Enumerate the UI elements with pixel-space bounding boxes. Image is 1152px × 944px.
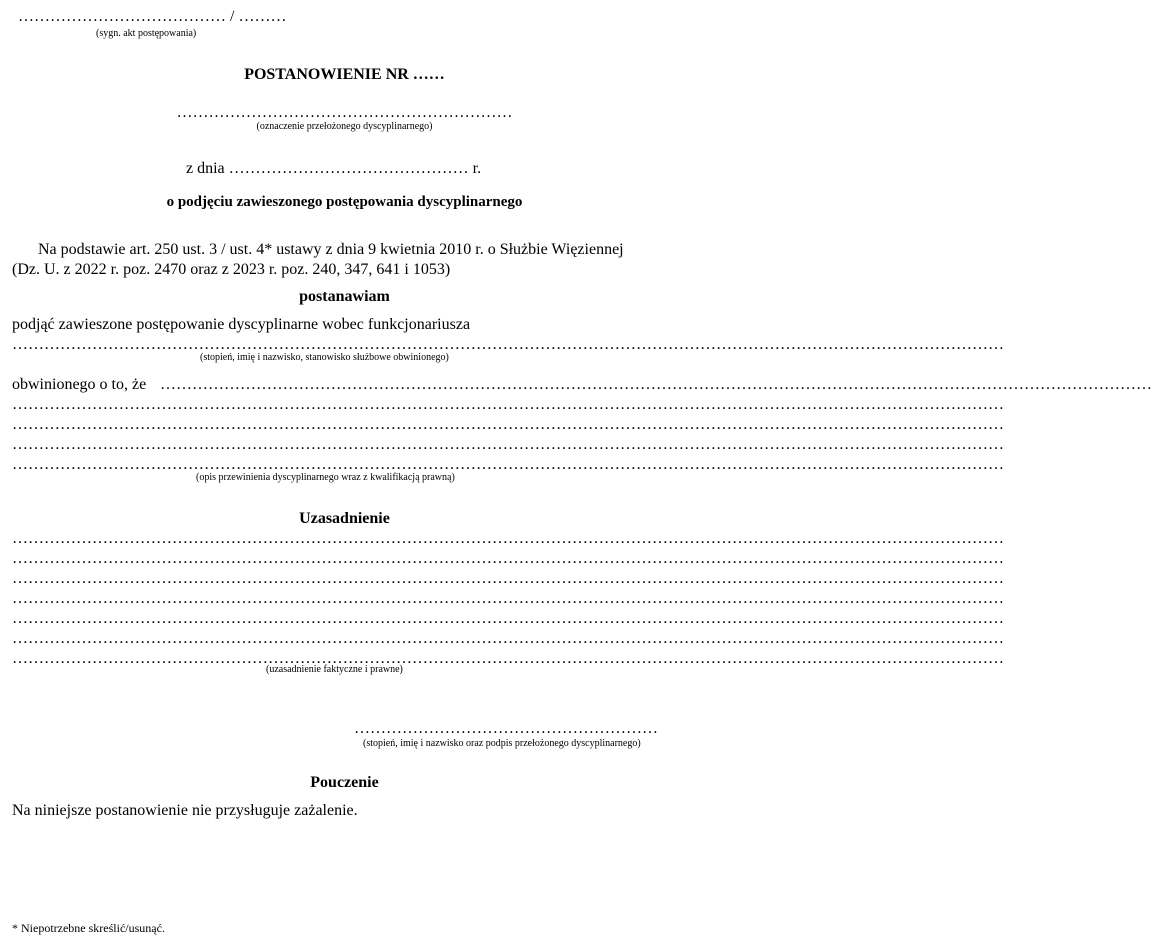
charge-caption: (opis przewinienia dyscyplinarnego wraz z kwalifikacją prawną) xyxy=(196,472,455,483)
date-line: z dnia ……………………………………… r. xyxy=(186,160,482,177)
justification-dotted-line: …………………………………………………………………………………………………………………………………………………………………… xyxy=(12,650,1004,667)
document-title: POSTANOWIENIE NR …… xyxy=(244,66,445,83)
instruction-heading: Pouczenie xyxy=(310,774,379,791)
legal-basis-line-1: Na podstawie art. 250 ust. 3 / ust. 4* ustawy z dnia 9 kwietnia 2010 r. o Służbie Więziennej xyxy=(38,241,624,258)
justification-dotted-line: …………………………………………………………………………………………………………………………………………………………………… xyxy=(12,590,1004,607)
charge-dotted-line: …………………………………………………………………………………………………………………………………………………………………… xyxy=(12,416,1004,433)
superior-caption: (oznaczenie przełożonego dyscyplinarnego) xyxy=(256,121,433,132)
charge-dotted-line: …………………………………………………………………………………………………………………………………………………………………… xyxy=(12,456,1004,473)
officer-caption: (stopień, imię i nazwisko, stanowisko służbowe obwinionego) xyxy=(200,352,449,363)
accused-prefix: obwinionego o to, że xyxy=(12,376,147,393)
charge-dotted-line: …………………………………………………………………………………………………………………………………………………………………… xyxy=(12,436,1004,453)
case-number-line: ………………………………… / ……… xyxy=(18,8,287,25)
justification-dotted-line: …………………………………………………………………………………………………………………………………………………………………… xyxy=(12,630,1004,647)
accused-dotted-line: …………………………………………………………………………………………………………………………………………………………………… xyxy=(160,376,1152,393)
signature-caption: (stopień, imię i nazwisko oraz podpis przełożonego dyscyplinarnego) xyxy=(363,738,641,749)
justification-dotted-line: …………………………………………………………………………………………………………………………………………………………………… xyxy=(12,530,1004,547)
signature-line: ………………………………………………… xyxy=(354,720,658,737)
officer-dotted-line: …………………………………………………………………………………………………………………………………………………………………… xyxy=(12,336,1004,353)
justification-dotted-line: …………………………………………………………………………………………………………………………………………………………………… xyxy=(12,570,1004,587)
charge-dotted-line: …………………………………………………………………………………………………………………………………………………………………… xyxy=(12,396,1004,413)
justification-dotted-line: …………………………………………………………………………………………………………………………………………………………………… xyxy=(12,610,1004,627)
superior-line: ……………………………………………………… xyxy=(176,104,513,121)
footnote: * Niepotrzebne skreślić/usunąć. xyxy=(12,921,165,935)
document-subject: o podjęciu zawieszonego postępowania dyscyplinarnego xyxy=(166,194,523,210)
decision-text: podjąć zawieszone postępowanie dyscyplinarne wobec funkcjonariusza xyxy=(12,316,471,333)
decision-heading: postanawiam xyxy=(299,288,390,305)
justification-heading: Uzasadnienie xyxy=(299,510,390,527)
case-number-caption: (sygn. akt postępowania) xyxy=(96,28,197,39)
justification-caption: (uzasadnienie faktyczne i prawne) xyxy=(266,664,403,675)
justification-dotted-line: …………………………………………………………………………………………………………………………………………………………………… xyxy=(12,550,1004,567)
legal-basis-line-2: (Dz. U. z 2022 r. poz. 2470 oraz z 2023 r. poz. 240, 347, 641 i 1053) xyxy=(12,261,451,278)
instruction-text: Na niniejsze postanowienie nie przysługuje zażalenie. xyxy=(12,802,358,819)
